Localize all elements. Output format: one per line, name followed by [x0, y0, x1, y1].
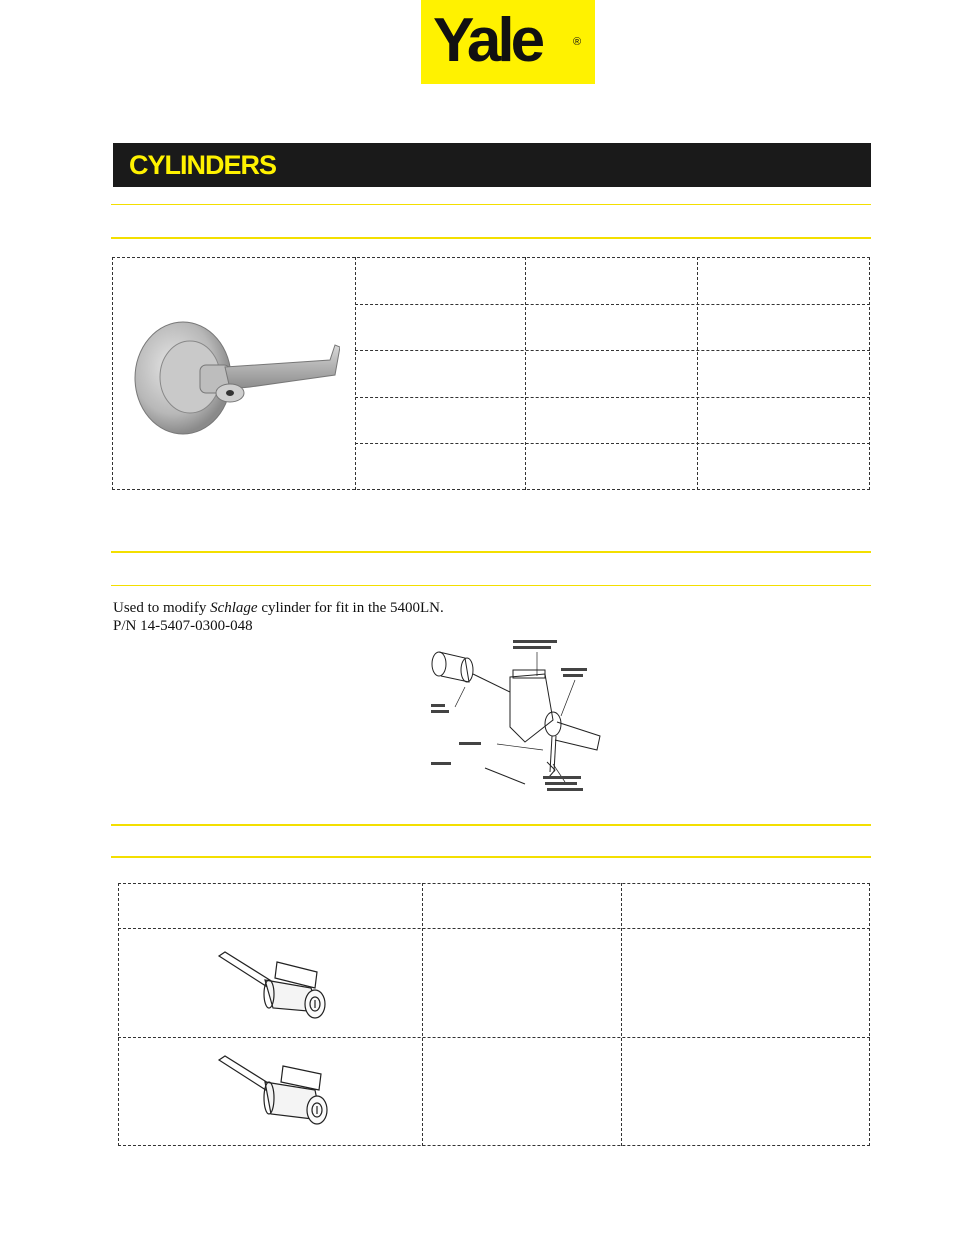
adapter-exploded-diagram — [425, 632, 610, 802]
registered-mark: ® — [573, 36, 582, 48]
divider-rule — [111, 551, 871, 553]
yale-logo — [421, 0, 595, 84]
cylinder-image-1 — [215, 948, 340, 1023]
table-column-divider — [525, 257, 526, 490]
divider-rule — [111, 237, 871, 239]
table-row-divider — [118, 928, 870, 929]
description-text: cylinder for fit in the 5400LN. — [257, 600, 444, 616]
lever-handle-image — [130, 305, 340, 455]
table-row-divider — [355, 350, 870, 351]
part-number: P/N 14-5407-0300-048 — [113, 618, 253, 634]
adapter-description — [113, 599, 444, 617]
divider-rule — [111, 824, 871, 826]
table-row-divider — [355, 397, 870, 398]
divider-rule — [111, 856, 871, 858]
cylinder-image-2 — [215, 1052, 340, 1132]
table-column-divider — [355, 257, 356, 490]
table-column-divider — [697, 257, 698, 490]
table-column-divider — [621, 883, 622, 1146]
logo-wordmark: Yale — [433, 6, 542, 75]
table-row-divider — [355, 304, 870, 305]
brand-name: Schlage — [210, 600, 258, 616]
description-text: Used to modify — [113, 600, 211, 616]
table-row-divider — [118, 1037, 870, 1038]
table-row-divider — [355, 443, 870, 444]
divider-rule — [111, 585, 871, 586]
divider-rule — [111, 204, 871, 205]
page-title: CYLINDERS — [129, 150, 277, 180]
table-column-divider — [422, 883, 423, 1146]
section-title-bar — [113, 143, 871, 187]
